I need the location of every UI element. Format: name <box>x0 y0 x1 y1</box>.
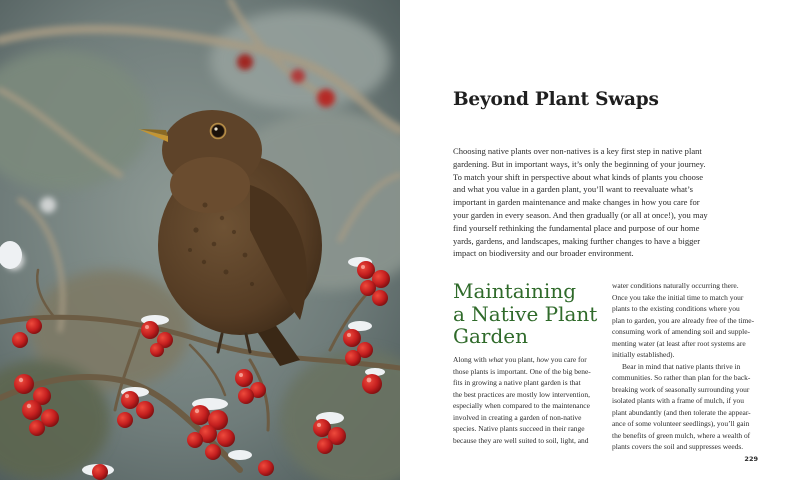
body-line: those plants is important. One of the big bene- <box>453 366 591 376</box>
body-line: menting water (at least after root systems are <box>612 338 746 348</box>
body-line: especially when compared to the maintenance <box>453 401 590 410</box>
emphasis-text: what <box>488 355 504 364</box>
intro-line: Choosing native plants over non-natives is a key first step in native plant <box>453 146 702 156</box>
body-column-right <box>612 280 760 453</box>
body-line: the benefits of green mulch, where a wealth of <box>612 430 751 440</box>
body-line: breaking work of seasonally surrounding your <box>612 384 750 394</box>
body-line: plants covers the soil and suppresses weeds. <box>612 442 744 451</box>
body-line: plant abundantly (and then tolerate the appear- <box>612 407 751 417</box>
body-line: initially established). <box>612 350 675 359</box>
body-line: consuming work of amending soil and supple- <box>612 327 750 336</box>
section-title-line: Garden <box>453 324 528 348</box>
body-line: fits in growing a native plant garden is that <box>453 378 581 387</box>
body-line: plan to garden, you are already free of the time- <box>612 315 755 325</box>
article-title: Beyond Plant Swaps <box>453 89 659 110</box>
body-line: Once you take the initial time to match your <box>612 292 744 302</box>
intro-line: your garden in every season. And then gradually (or all at once!), you may <box>453 209 708 220</box>
body-line: ance of some volunteer seedlings), you’ll gain <box>612 419 750 428</box>
body-text: you care for <box>548 355 587 364</box>
body-line: water conditions naturally occurring there. <box>612 281 739 290</box>
body-line: the best practices are mostly low intervention, <box>453 389 590 399</box>
body-line: species. Native plants succeed in their range <box>453 424 585 433</box>
intro-line: and what you value in a garden plant, you’ll want to reevaluate what’s <box>453 184 693 195</box>
section-title <box>453 280 597 348</box>
intro-line: gardening. But in important ways, it’s only the beginning of your journey. <box>453 158 706 169</box>
body-line: involved in creating a garden of non-native <box>453 412 582 422</box>
page-number: 229 <box>744 455 758 463</box>
intro-line: To match your shift in perspective about what kinds of plants you choose <box>453 171 704 182</box>
emphasis-text: how <box>536 355 549 364</box>
body-line: plants to the existing conditions where you <box>612 304 740 313</box>
body-text: Along with <box>453 355 489 364</box>
text-page <box>400 0 800 480</box>
intro-line: find yourself rethinking the fundamental place and purpose of our home <box>453 222 700 233</box>
body-line: because they are well suited to soil, light, and <box>453 435 589 445</box>
body-line: communities. So rather than plan for the back- <box>612 373 751 382</box>
body-line: Bear in mind that native plants thrive in <box>622 361 741 371</box>
body-column-left <box>453 354 601 446</box>
section-title-line: Maintaining <box>453 279 576 303</box>
intro-paragraph <box>453 145 749 260</box>
body-line: isolated plants with a frame of mulch, if you <box>612 396 744 405</box>
body-text: you plant, <box>503 355 537 364</box>
intro-line: yards, gardens, and landscapes, making further changes to have a bigger <box>453 235 701 246</box>
section-title-line: a Native Plant <box>453 301 598 326</box>
intro-line: important in garden maintenance and make changes in how you care for <box>453 197 700 208</box>
body-line <box>453 354 601 366</box>
intro-line: impact on biodiversity and our broader environment. <box>453 248 634 259</box>
